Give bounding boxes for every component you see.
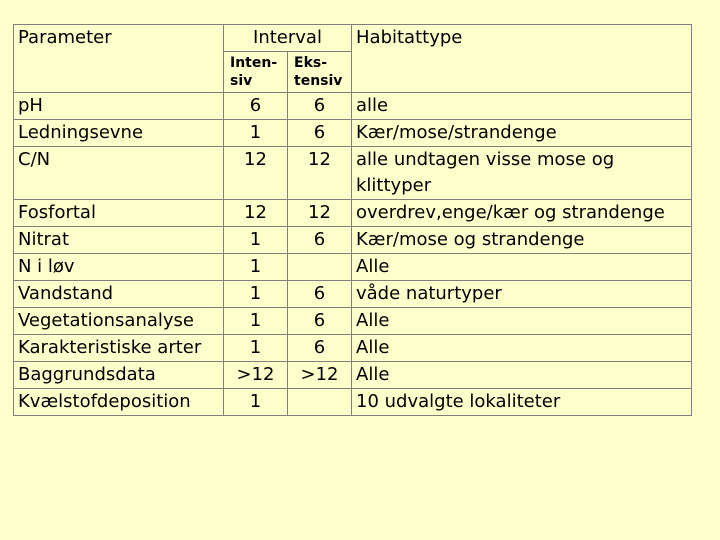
habitattype-cell: Alle [352,254,692,281]
table-row [14,147,692,200]
table-row [14,227,692,254]
param-cell: Fosfortal [14,200,224,227]
extensive-cell: 6 [288,335,352,362]
extensive-cell: 6 [288,120,352,147]
header-habitattype: Habitattype [352,25,692,93]
intensive-cell: 1 [224,308,288,335]
extensive-cell: 12 [288,147,352,200]
table-row [14,93,692,120]
table-row [14,120,692,147]
param-cell: Ledningsevne [14,120,224,147]
header-interval: Interval [224,25,352,52]
extensive-cell [288,254,352,281]
intensive-cell: 1 [224,227,288,254]
habitattype-cell: Alle [352,362,692,389]
param-cell: Vandstand [14,281,224,308]
table-row [14,200,692,227]
param-cell: N i løv [14,254,224,281]
extensive-cell: 6 [288,281,352,308]
extensive-cell: >12 [288,362,352,389]
param-cell: Nitrat [14,227,224,254]
parameter-table [13,24,692,416]
table-row [14,254,692,281]
habitattype-cell: Alle [352,335,692,362]
habitattype-cell: 10 udvalgte lokaliteter [352,389,692,416]
intensive-cell: 12 [224,147,288,200]
table-row [14,335,692,362]
habitattype-cell: Kær/mose/strandenge [352,120,692,147]
intensive-cell: 12 [224,200,288,227]
table-row [14,389,692,416]
habitattype-cell: alle [352,93,692,120]
extensive-cell: 6 [288,308,352,335]
intensive-cell: 1 [224,120,288,147]
intensive-cell: 1 [224,281,288,308]
param-cell: Kvælstofdeposition [14,389,224,416]
param-cell: C/N [14,147,224,200]
header-parameter: Parameter [14,25,224,93]
param-cell: Vegetationsanalyse [14,308,224,335]
table-row [14,308,692,335]
habitattype-cell: overdrev,enge/kær og strandenge [352,200,692,227]
intensive-cell: 1 [224,254,288,281]
header-extensive: Eks- tensiv [288,52,352,93]
extensive-cell: 6 [288,93,352,120]
param-cell: Karakteristiske arter [14,335,224,362]
header-intensive: Inten- siv [224,52,288,93]
table-row [14,362,692,389]
habitattype-cell: Alle [352,308,692,335]
intensive-cell: 6 [224,93,288,120]
extensive-cell: 6 [288,227,352,254]
intensive-cell: 1 [224,389,288,416]
param-cell: Baggrundsdata [14,362,224,389]
extensive-cell: 12 [288,200,352,227]
intensive-cell: >12 [224,362,288,389]
header-row [14,25,692,52]
table-row [14,281,692,308]
extensive-cell [288,389,352,416]
habitattype-cell: alle undtagen visse mose og klittyper [352,147,692,200]
param-cell: pH [14,93,224,120]
habitattype-cell: Kær/mose og strandenge [352,227,692,254]
habitattype-cell: våde naturtyper [352,281,692,308]
intensive-cell: 1 [224,335,288,362]
